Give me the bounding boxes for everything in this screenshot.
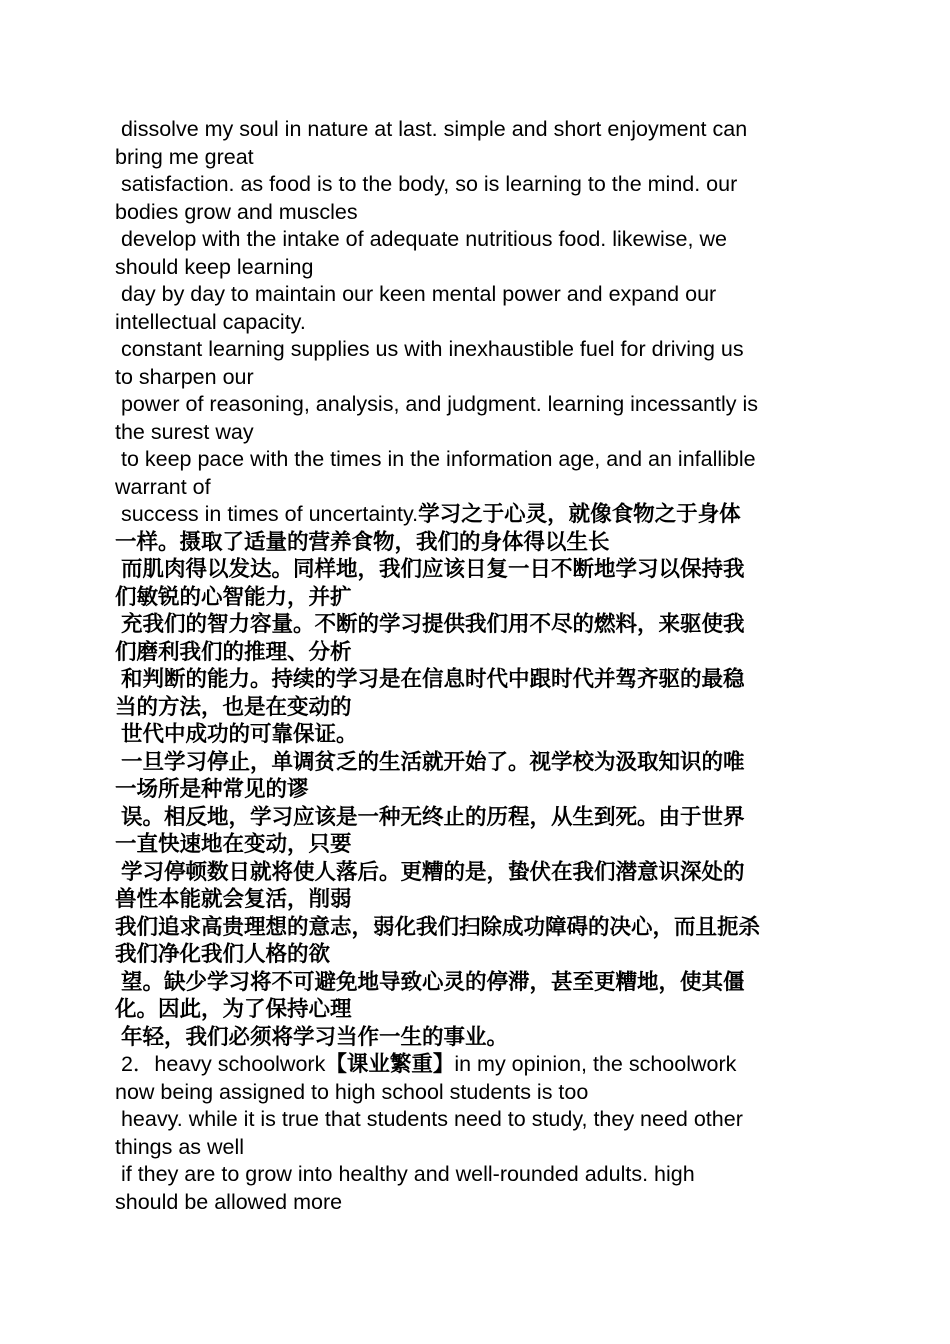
text-line [115,474,835,502]
text-line [115,776,835,804]
text-segment: success in times of uncertainty. [115,502,419,526]
text-segment: heavy. while it is true that students need to study, they need other [115,1107,743,1131]
text-segment: 一样。摄取了适量的营养食物，我们的身体得以生长 [115,529,610,554]
text-line [115,1051,835,1079]
text-segment: in my opinion, the schoolwork [454,1052,737,1076]
text-segment: 当的方法，也是在变动的 [115,694,352,719]
text-line [115,226,835,254]
text-line [115,721,835,749]
text-line [115,969,835,997]
text-line [115,611,835,639]
text-segment: dissolve my soul in nature at last. simple and short enjoyment can [115,117,748,141]
text-segment: satisfaction. as food is to the body, so is learning to the mind. our [115,172,738,196]
text-segment: the surest way [115,419,254,444]
text-line [115,364,835,392]
text-segment: warrant of [115,474,211,499]
text-line [115,804,835,832]
text-segment: 一旦学习停止，单调贫乏的生活就开始了。视学校为汲取知识的唯 [115,749,745,774]
text-segment: power of reasoning, analysis, and judgment. learning incessantly is [115,392,758,416]
text-segment: bodies grow and muscles [115,199,358,224]
text-segment: if they are to grow into healthy and well-rounded adults. high [115,1162,695,1186]
text-segment: day by day to maintain our keen mental power and expand our [115,282,717,306]
text-line [115,914,835,942]
text-segment: should be allowed more [115,1189,343,1214]
text-line [115,501,835,529]
text-line [115,996,835,1024]
text-segment: to keep pace with the times in the information age, and an infallible [115,447,756,471]
text-segment: should keep learning [115,254,314,279]
text-line [115,694,835,722]
text-line [115,666,835,694]
text-line [115,1134,835,1162]
text-line [115,309,835,337]
text-line [115,336,835,364]
text-segment: 望。缺少学习将不可避免地导致心灵的停滞，甚至更糟地，使其僵 [115,969,745,994]
text-line [115,859,835,887]
text-line [115,419,835,447]
text-segment: 而肌肉得以发达。同样地，我们应该日复一日不断地学习以保持我 [115,557,745,581]
text-line [115,941,835,969]
text-segment: 充我们的智力容量。不断的学习提供我们用不尽的燃料，来驱使我 [115,612,745,636]
text-segment: develop with the intake of adequate nutritious food. likewise, we [115,227,727,251]
text-line [115,391,835,419]
text-line [115,639,835,667]
text-segment: 我们净化我们人格的欲 [115,942,331,966]
text-segment: 兽性本能就会复活，削弱 [115,887,352,911]
text-line [115,831,835,859]
text-line [115,254,835,282]
text-segment: intellectual capacity. [115,309,306,334]
text-segment: constant learning supplies us with inexhaustible fuel for driving us [115,337,744,361]
text-line [115,1189,835,1217]
text-segment: bring me great [115,144,254,169]
text-line [115,1079,835,1107]
text-line [115,1161,835,1189]
text-segment: things as well [115,1134,245,1159]
text-segment: 和判断的能力。持续的学习是在信息时代中跟时代并驾齐驱的最稳 [115,667,745,691]
text-line [115,529,835,557]
text-segment: 世代中成功的可靠保证。 [115,722,358,746]
text-segment: 我们追求高贵理想的意志，弱化我们扫除成功障碍的决心，而且扼杀 [115,914,761,939]
text-line [115,281,835,309]
text-segment: 年轻，我们必须将学习当作一生的事业。 [115,1024,508,1049]
text-line [115,584,835,612]
text-segment: 化。因此，为了保持心理 [115,997,352,1021]
document-body [115,116,835,1216]
text-segment: 【课业繁重】 [325,1052,455,1076]
text-line [115,556,835,584]
text-segment: 学习停顿数日就将使人落后。更糟的是，蛰伏在我们潜意识深处的 [115,859,745,884]
text-line [115,116,835,144]
text-line [115,171,835,199]
text-segment: 们磨利我们的推理、分析 [115,639,352,664]
text-segment: 一场所是种常见的谬 [115,777,309,801]
text-segment: to sharpen our [115,364,254,389]
text-line [115,199,835,227]
text-line [115,446,835,474]
text-line [115,886,835,914]
text-segment: 学习之于心灵，就像食物之于身体 [418,502,741,526]
text-line [115,1024,835,1052]
text-segment: 2．heavy schoolwork [115,1052,326,1076]
text-segment: 们敏锐的心智能力，并扩 [115,584,352,609]
text-segment: 一直快速地在变动，只要 [115,832,352,856]
text-line [115,749,835,777]
text-line [115,1106,835,1134]
text-segment: 误。相反地，学习应该是一种无终止的历程，从生到死。由于世界 [115,804,745,829]
text-segment: now being assigned to high school students is too [115,1079,589,1104]
text-line [115,144,835,172]
